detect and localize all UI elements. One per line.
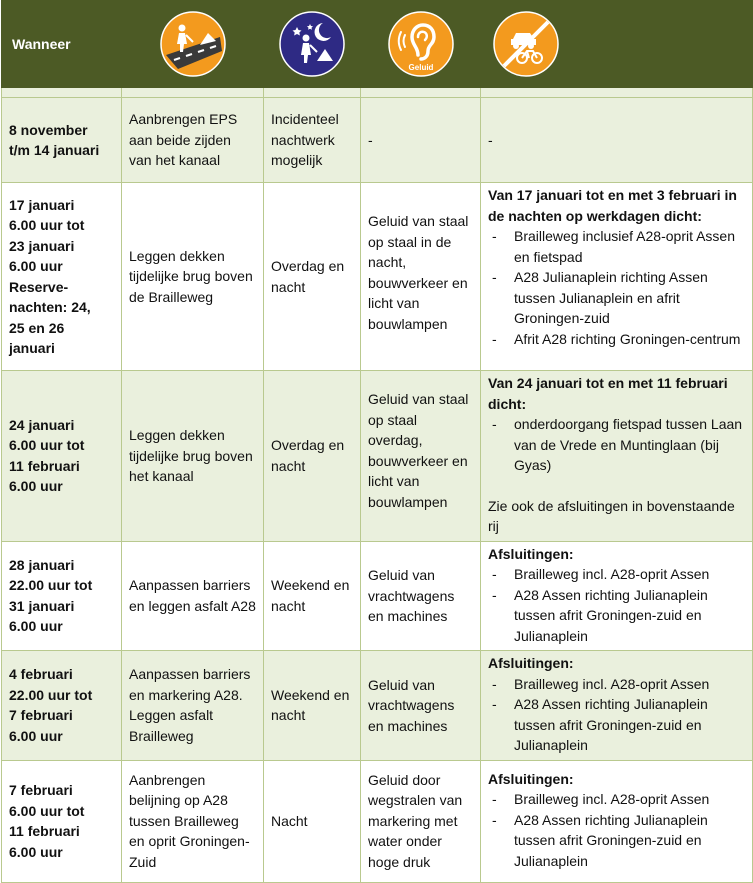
list-item: - Afrit A28 richting Groningen-centrum (488, 329, 745, 350)
no-car-bike-icon (493, 11, 559, 77)
column-header-closures (481, 1, 753, 88)
column-header-time (264, 1, 361, 88)
list-item: - Brailleweg incl. A28-oprit Assen (488, 674, 745, 695)
ear-noise-icon (388, 11, 454, 77)
column-header-noise (361, 1, 481, 88)
row-closures (481, 651, 753, 761)
schedule-table (1, 0, 753, 883)
closures-title: Afsluitingen: (488, 770, 574, 787)
column-header-wanneer: Wanneer (2, 1, 122, 88)
list-item: - A28 Assen richting Julianaplein tussen afrit Groningen-zuid en Julianaplein (488, 694, 745, 756)
closures-title: Afsluitingen: (488, 655, 574, 671)
row-work: Aanbrengen EPS aan beide zijden van het kanaal (122, 98, 264, 183)
row-time: Overdag en nacht (264, 371, 361, 542)
list-item: - Brailleweg incl. A28-oprit Assen (488, 564, 745, 585)
closures-list (488, 226, 745, 349)
row-noise: Geluid van vrachtwagens en machines (361, 651, 481, 761)
row-work: Aanbrengen belijning op A28 tussen Brailleweg en oprit Groningen-Zuid (122, 760, 264, 882)
geluid-label: Geluid (408, 63, 433, 72)
list-item: - Brailleweg inclusief A28-oprit Assen en fietspad (488, 226, 745, 267)
closures-list (488, 414, 745, 476)
table-row (2, 760, 753, 882)
closures-list (488, 674, 745, 756)
list-item: - A28 Assen richting Julianaplein tussen afrit Groningen-zuid en Julianaplein (488, 810, 745, 872)
row-when: 7 februari 6.00 uur tot 11 februari 6.00 uur (2, 760, 122, 882)
row-noise: Geluid door wegstralen van markering met water onder hoge druk (361, 760, 481, 882)
header-row (2, 1, 753, 88)
row-closures (481, 183, 753, 371)
closures-list (488, 789, 745, 871)
row-work: Aanpassen barriers en markering A28. Leggen asfalt Brailleweg (122, 651, 264, 761)
row-noise: Geluid van staal op staal overdag, bouwverkeer en licht van bouwlampen (361, 371, 481, 542)
row-noise: - (361, 98, 481, 183)
row-noise: Geluid van staal op staal in de nacht, bouwverkeer en licht van bouwlampen (361, 183, 481, 371)
row-time: Nacht (264, 760, 361, 882)
row-work: Leggen dekken tijdelijke brug boven de Brailleweg (122, 183, 264, 371)
row-noise: Geluid van vrachtwagens en machines (361, 541, 481, 651)
closures-list (488, 564, 745, 646)
row-when: 28 januari 22.00 uur tot 31 januari 6.00 uur (2, 541, 122, 651)
row-when: 17 januari 6.00 uur tot 23 januari 6.00 uur Reserve- nachten: 24, 25 en 26 januari (2, 183, 122, 371)
column-header-work (122, 1, 264, 88)
table-row (2, 541, 753, 651)
table-row (2, 651, 753, 761)
closures-title: Afsluitingen: (488, 545, 574, 562)
row-time: Incidenteel nachtwerk mogelijk (264, 98, 361, 183)
road-work-icon (160, 11, 226, 77)
night-work-icon (279, 11, 345, 77)
row-work: Aanpassen barriers en leggen asfalt A28 (122, 541, 264, 651)
spacer-row (2, 88, 753, 98)
table-row (2, 183, 753, 371)
row-when: 24 januari 6.00 uur tot 11 februari 6.00 uur (2, 371, 122, 542)
row-time: Weekend en nacht (264, 541, 361, 651)
row-time: Overdag en nacht (264, 183, 361, 371)
closures-title: Van 24 januari tot en met 11 februari dicht: (488, 375, 728, 412)
row-closures (481, 760, 753, 882)
list-item: - A28 Assen richting Julianaplein tussen afrit Groningen-zuid en Julianaplein (488, 585, 745, 647)
row-closures: - (481, 98, 753, 183)
row-when: 4 februari 22.00 uur tot 7 februari 6.00 uur (2, 651, 122, 761)
row-when: 8 november t/m 14 januari (2, 98, 122, 183)
table-row (2, 371, 753, 542)
list-item: - A28 Julianaplein richting Assen tussen Julianaplein en afrit Groningen-zuid (488, 267, 745, 329)
closures-note: Zie ook de afsluitingen in bovenstaande rij (488, 497, 735, 534)
list-item: - Brailleweg incl. A28-oprit Assen (488, 789, 745, 810)
closures-title: Van 17 januari tot en met 3 februari in de nachten op werkdagen dicht: (488, 187, 737, 224)
row-work: Leggen dekken tijdelijke brug boven het kanaal (122, 371, 264, 542)
list-item: - onderdoorgang fietspad tussen Laan van de Vrede en Muntinglaan (bij Gyas) (488, 414, 745, 476)
table-row (2, 98, 753, 183)
row-time: Weekend en nacht (264, 651, 361, 761)
row-closures (481, 541, 753, 651)
row-closures (481, 371, 753, 542)
